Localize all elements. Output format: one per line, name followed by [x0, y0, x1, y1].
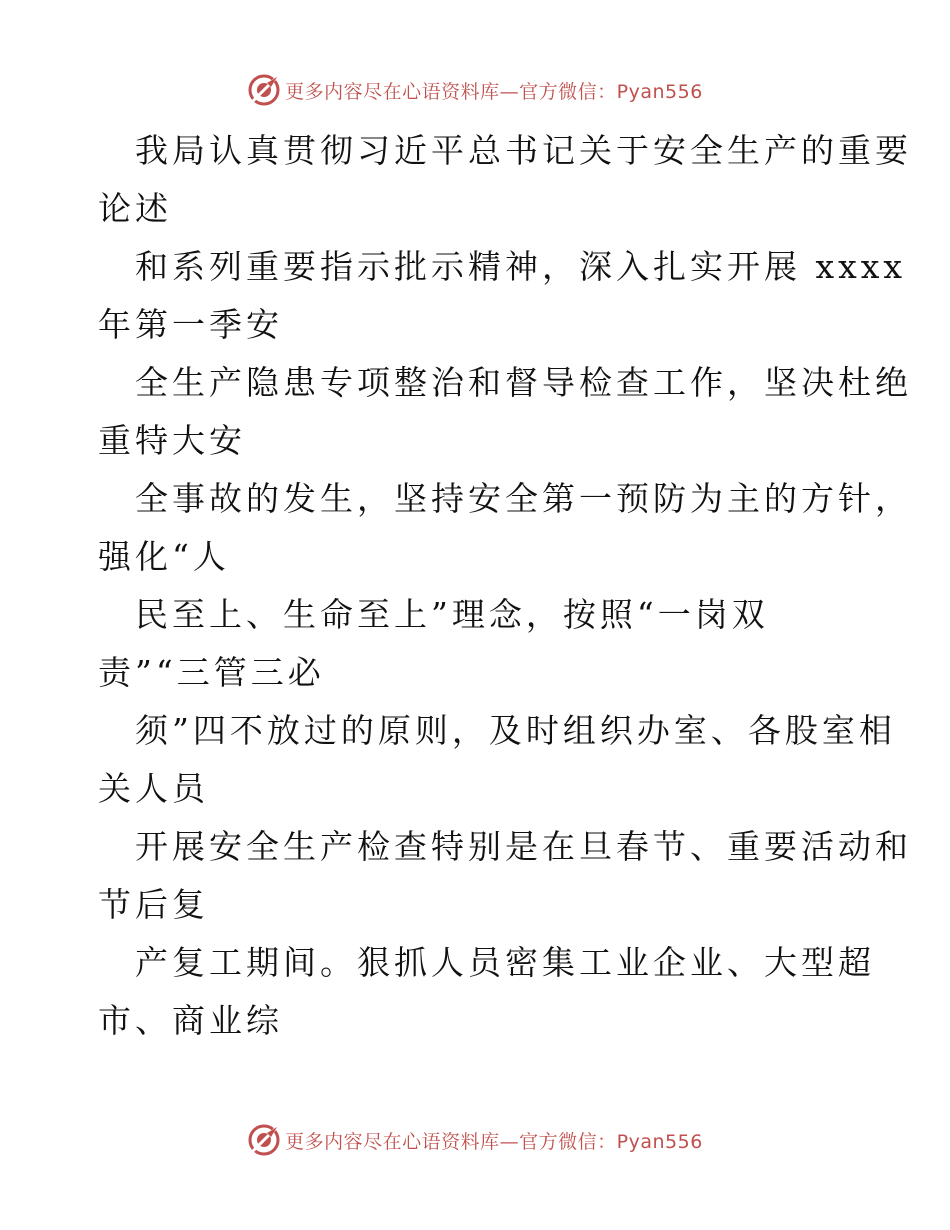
- text-line: 强化“人: [98, 537, 230, 576]
- text-line: 年第一季安: [98, 305, 283, 344]
- watermark-logo-icon: [247, 73, 281, 107]
- text-line: 市、商业综: [98, 1001, 283, 1040]
- text-line: 全生产隐患专项整治和督导检查工作，坚决杜绝: [135, 363, 912, 402]
- text-line: 产复工期间。狠抓人员密集工业企业、大型超: [135, 943, 875, 982]
- text-line: 全事故的发生，坚持安全第一预防为主的方针，: [135, 479, 912, 518]
- text-line: 节后复: [98, 885, 209, 924]
- footer-watermark: [0, 1120, 950, 1160]
- watermark-logo-icon: [247, 1123, 281, 1157]
- header-watermark: [0, 70, 950, 110]
- text-line: 民至上、生命至上”理念，按照“一岗双: [135, 595, 769, 634]
- text-line: 关人员: [98, 769, 209, 808]
- text-line: 论述: [98, 189, 172, 228]
- watermark-text: 更多内容尽在心语资料库—官方微信：Pyan556: [285, 80, 703, 103]
- watermark-wechat-id: Pyan556: [616, 80, 703, 103]
- text-line: 和系列重要指示批示精神，深入扎实开展 xxxx: [135, 247, 906, 286]
- document-body: [98, 122, 912, 1050]
- text-line: 开展安全生产检查特别是在旦春节、重要活动和: [135, 827, 912, 866]
- text-line: 责”“三管三必: [98, 653, 325, 692]
- text-line: 重特大安: [98, 421, 246, 460]
- text-line: 我局认真贯彻习近平总书记关于安全生产的重要: [135, 131, 912, 170]
- watermark-wechat-id: Pyan556: [616, 1130, 703, 1153]
- watermark-text: 更多内容尽在心语资料库—官方微信：Pyan556: [285, 1130, 703, 1153]
- text-line: 须”四不放过的原则，及时组织办室、各股室相: [135, 711, 896, 750]
